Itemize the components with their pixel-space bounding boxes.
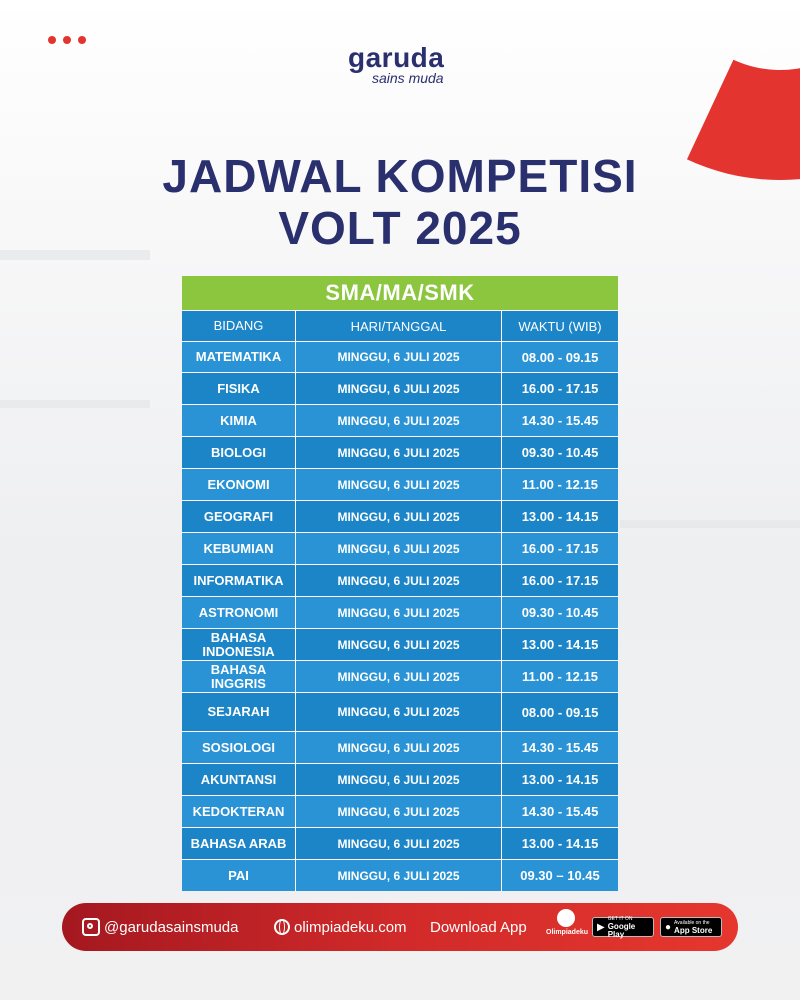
cell-tanggal: MINGGU, 6 JULI 2025 <box>296 533 502 564</box>
cell-waktu: 11.00 - 12.15 <box>522 477 598 492</box>
table-row <box>182 372 618 404</box>
table-row <box>182 468 618 500</box>
table-row <box>182 859 618 891</box>
cell-bidang: KEDOKTERAN <box>182 796 296 827</box>
cell-bidang: GEOGRAFI <box>182 501 296 532</box>
cell-bidang: MATEMATIKA <box>182 342 296 372</box>
cell-bidang: INFORMATIKA <box>182 565 296 596</box>
cell-tanggal: MINGGU, 6 JULI 2025 <box>296 469 502 500</box>
cell-waktu: 13.00 - 14.15 <box>521 772 599 787</box>
cell-waktu: 08.00 - 09.15 <box>521 349 599 365</box>
cell-waktu: 16.00 - 17.15 <box>521 541 599 556</box>
cell-bidang: EKONOMI <box>182 469 296 500</box>
cell-tanggal: MINGGU, 6 JULI 2025 <box>296 597 502 628</box>
cell-bidang: ASTRONOMI <box>182 597 296 628</box>
table-row <box>182 500 618 532</box>
table-row <box>182 628 618 660</box>
brand-logo-name: garuda <box>348 42 445 73</box>
table-row <box>182 795 618 827</box>
olimpiadeku-app-logo <box>546 909 589 945</box>
cell-waktu: 14.30 - 15.45 <box>521 740 599 755</box>
cell-bidang: AKUNTANSI <box>182 764 296 795</box>
menu-dots-icon <box>48 36 86 44</box>
cell-tanggal: MINGGU, 6 JULI 2025 <box>296 405 502 436</box>
cell-bidang: KIMIA <box>182 405 296 436</box>
footer-bar <box>62 903 738 951</box>
cell-waktu: 16.00 - 17.15 <box>521 381 599 396</box>
instagram-link[interactable] <box>82 903 238 951</box>
cell-tanggal: MINGGU, 6 JULI 2025 <box>296 342 502 372</box>
cell-tanggal: MINGGU, 6 JULI 2025 <box>296 860 502 891</box>
website-link[interactable] <box>274 903 407 951</box>
cell-bidang: BAHASA INDONESIA <box>182 629 296 660</box>
table-row <box>182 827 618 859</box>
website-url: olimpiadeku.com <box>294 918 407 936</box>
column-header-tanggal: HARI/TANGGAL <box>296 311 502 341</box>
instagram-icon <box>82 918 100 936</box>
table-header-row <box>182 310 618 341</box>
column-header-bidang: BIDANG <box>182 311 296 341</box>
background-shelf <box>620 520 800 528</box>
google-play-icon: ▶ <box>597 921 605 933</box>
cell-tanggal: MINGGU, 6 JULI 2025 <box>296 501 502 532</box>
page-title-line2: VOLT 2025 <box>278 202 522 254</box>
cell-waktu: 09.30 – 10.45 <box>520 868 600 883</box>
table-row <box>182 731 618 763</box>
background-shelf <box>0 400 150 408</box>
cell-bidang: BIOLOGI <box>182 437 296 468</box>
cell-bidang: BAHASA INGGRIS <box>182 661 296 692</box>
cell-waktu: 13.00 - 14.15 <box>521 836 599 851</box>
table-group-header: SMA/MA/SMK <box>182 276 618 310</box>
cell-tanggal: MINGGU, 6 JULI 2025 <box>296 629 502 660</box>
cell-tanggal: MINGGU, 6 JULI 2025 <box>296 565 502 596</box>
table-row <box>182 596 618 628</box>
cell-bidang: PAI <box>182 860 296 891</box>
cell-tanggal: MINGGU, 6 JULI 2025 <box>296 764 502 795</box>
cell-tanggal: MINGGU, 6 JULI 2025 <box>296 796 502 827</box>
cell-waktu: 13.00 - 14.15 <box>521 509 599 524</box>
cell-waktu: 16.00 - 17.15 <box>521 573 599 588</box>
cell-waktu: 09.30 - 10.45 <box>521 605 599 620</box>
table-row <box>182 532 618 564</box>
cell-waktu: 13.00 - 14.15 <box>521 637 599 652</box>
table-row <box>182 436 618 468</box>
page-title-line1: JADWAL KOMPETISI <box>162 150 638 202</box>
table-row <box>182 660 618 692</box>
cell-tanggal: MINGGU, 6 JULI 2025 <box>296 661 502 692</box>
google-play-button[interactable]: ▶ GET IT ON Google Play <box>592 917 654 937</box>
cell-waktu: 08.00 - 09.15 <box>521 704 599 720</box>
cell-bidang: KEBUMIAN <box>182 533 296 564</box>
brand-logo <box>340 42 460 88</box>
cell-waktu: 14.30 - 15.45 <box>521 804 599 819</box>
cell-waktu: 11.00 - 12.15 <box>522 669 598 684</box>
olimpiadeku-logo-text: Olimpiadeku <box>546 929 589 936</box>
brand-logo-tagline: sains muda <box>372 70 444 86</box>
table-row <box>182 404 618 436</box>
table-row <box>182 341 618 372</box>
cell-waktu: 09.30 - 10.45 <box>521 445 599 460</box>
globe-icon <box>274 919 290 935</box>
schedule-table <box>182 276 618 891</box>
table-row <box>182 763 618 795</box>
cell-bidang: BAHASA ARAB <box>182 828 296 859</box>
cell-bidang: SEJARAH <box>182 693 296 731</box>
table-row <box>182 692 618 731</box>
cell-tanggal: MINGGU, 6 JULI 2025 <box>296 373 502 404</box>
column-header-waktu: WAKTU (WIB) <box>518 318 602 334</box>
cell-bidang: SOSIOLOGI <box>182 732 296 763</box>
cell-tanggal: MINGGU, 6 JULI 2025 <box>296 828 502 859</box>
app-store-button[interactable]: ● Available on the App Store <box>660 917 722 937</box>
apple-icon: ● <box>665 921 672 933</box>
cell-tanggal: MINGGU, 6 JULI 2025 <box>296 437 502 468</box>
table-row <box>182 564 618 596</box>
cell-tanggal: MINGGU, 6 JULI 2025 <box>296 732 502 763</box>
download-app-label: Download App <box>430 918 527 936</box>
instagram-handle: @garudasainsmuda <box>104 918 239 936</box>
cell-waktu: 14.30 - 15.45 <box>521 413 599 428</box>
cell-bidang: FISIKA <box>182 373 296 404</box>
cell-tanggal: MINGGU, 6 JULI 2025 <box>296 693 502 731</box>
